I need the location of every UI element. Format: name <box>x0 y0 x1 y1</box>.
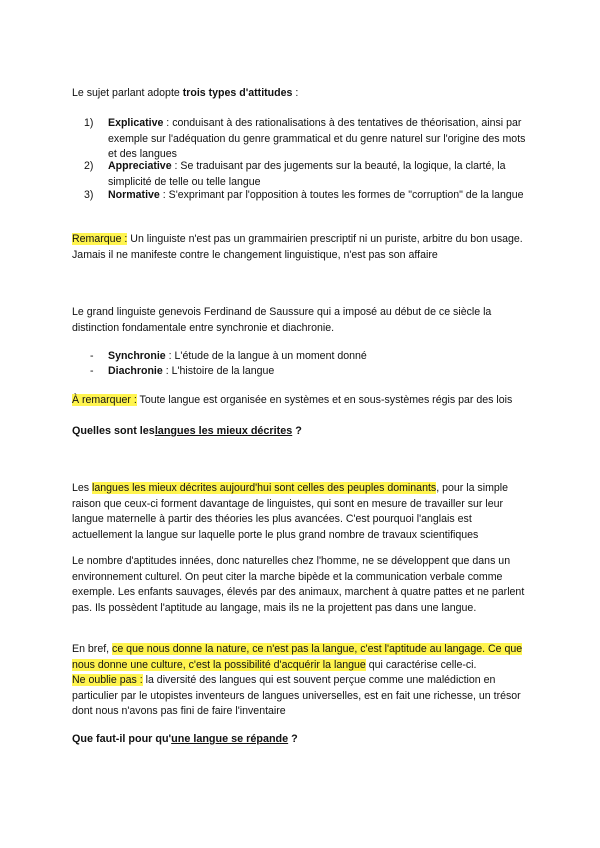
question-heading-1: Quelles sont leslangues les mieux décrites ? <box>72 425 302 437</box>
intro-bold: trois types d'attitudes <box>182 87 293 99</box>
intro-paragraph: Le sujet parlant adopte trois types d'attitudes : <box>72 87 299 99</box>
saussure-paragraph: Le grand linguiste genevois Ferdinand de Saussure qui a imposé au début de ce siècle la distinction fondamentale entre synchronie et diachronie. <box>72 306 492 334</box>
remarque-label: Remarque : <box>72 233 128 245</box>
aptitudes-paragraph: Le nombre d'aptitudes innées, donc naturelles chez l'homme, ne se développent que dans un environnement culturel. On peut citer la marche bipède et la communication verbale comme exemple. Les enfants sauvages, élevés par des animaux, marchent à quatre pattes et ne parlent pas. Ils possèdent l'aptitude au langage, mais ils ne la projettent pas dans une langue. <box>72 555 525 614</box>
remarque-paragraph: Remarque : Un linguiste n'est pas un grammairien prescriptif ni un puriste, arbitre du bon usage. Jamais il ne manifeste contre le changement linguistique, n'est pas son affaire <box>72 233 523 261</box>
dominant-languages-paragraph: Les langues les mieux décrites aujourd'hui sont celles des peuples dominants, pour la simple raison que ceux-ci forment davantage de linguistes, qui sont en mesure de travailler sur leur langue maternelle à partir des théories les plus avancées. C'est pourquoi l'anglais est actuellement la langue sur laquelle porte le plus grand nombre de travaux scientifiques <box>72 482 509 541</box>
remarquer-label: À remarquer : <box>72 394 137 406</box>
en-bref-paragraph: En bref, ce que nous donne la nature, ce n'est pas la langue, c'est l'aptitude au langage. Ce que nous donne une culture, c'est la possibilité d'acquérir la langue qui caractérise celle-ci. Ne oublie pas : la diversité des langues qui est souvent perçue comme une malédiction en particulier par le utopistes inventeurs de langues universelles, est en fait une richesse, un trésor dont nous n'avons pas fini de faire l'inventaire <box>72 643 523 717</box>
remarquer-paragraph: À remarquer : Toute langue est organisée en systèmes et en sous-systèmes régis par des lois <box>72 394 513 406</box>
question-heading-2: Que faut-il pour qu'une langue se répande ? <box>72 733 298 745</box>
ne-oublie-label: Ne oublie pas : <box>72 674 143 686</box>
document-page: Le sujet parlant adopte trois types d'attitudes : 1) Explicative : conduisant à des rationalisations à des tentatives de théorisation, ainsi par exemple sur l'adéquation du genre grammatical et du genre naturel sur l'origine des mots et des langues 2) Appreciative : Se traduisant par des jugements sur la beauté, la logique, la clarté, la simplicité de telle ou telle langue 3) Normative : S'exprimant par l'opposition à toutes les formes de "corruption" de la langue Remarque : Un linguiste n'est pas un grammairien prescriptif ni un puriste, arbitre du bon usage. Jamais il ne manifeste contre le changement linguistique, n'est pas son affaire Le grand linguiste genevois Ferdinand de Saussure qui a imposé au début de ce siècle la distinction fondamentale entre synchronie et diachronie. - Synchronie : L'étude de la langue à un moment donné - Diachronie : L'histoire de la langue À remarquer : Toute langue est organisée en systèmes et en sous-systèmes régis par des lois Quelles sont leslangues les mieux décrites ? Les langues les mieux décrites aujourd'hui sont celles des peuples dominants, pour la simple raison que ceux-ci forment davantage de linguistes, qui sont en mesure de travailler sur leur langue maternelle à partir des théories les plus avancées. C'est pourquoi l'anglais est actuellement la langue sur laquelle porte le plus grand nombre de travaux scientifiques Le nombre d'aptitudes innées, donc naturelles chez l'homme, ne se développent que dans un environnement culturel. On peut citer la marche bipède et la communication verbale comme exemple. Les enfants sauvages, élevés par des animaux, marchent à quatre pattes et ne parlent pas. Ils possèdent l'aptitude au langage, mais ils ne la projettent pas dans une langue. En bref, ce que nous donne la nature, ce n'est pas la langue, c'est l'aptitude au langage. Ce que nous donne une culture, c'est la possibilité d'acquérir la langue qui caractérise celle-ci. Ne oublie pas : la diversité des langues qui est souvent perçue comme une malédiction en particulier par le utopistes inventeurs de langues universelles, est en fait une richesse, un trésor dont nous n'avons pas fini de faire l'inventaire Que faut-il pour qu'une langue se répande ? <box>0 0 600 848</box>
